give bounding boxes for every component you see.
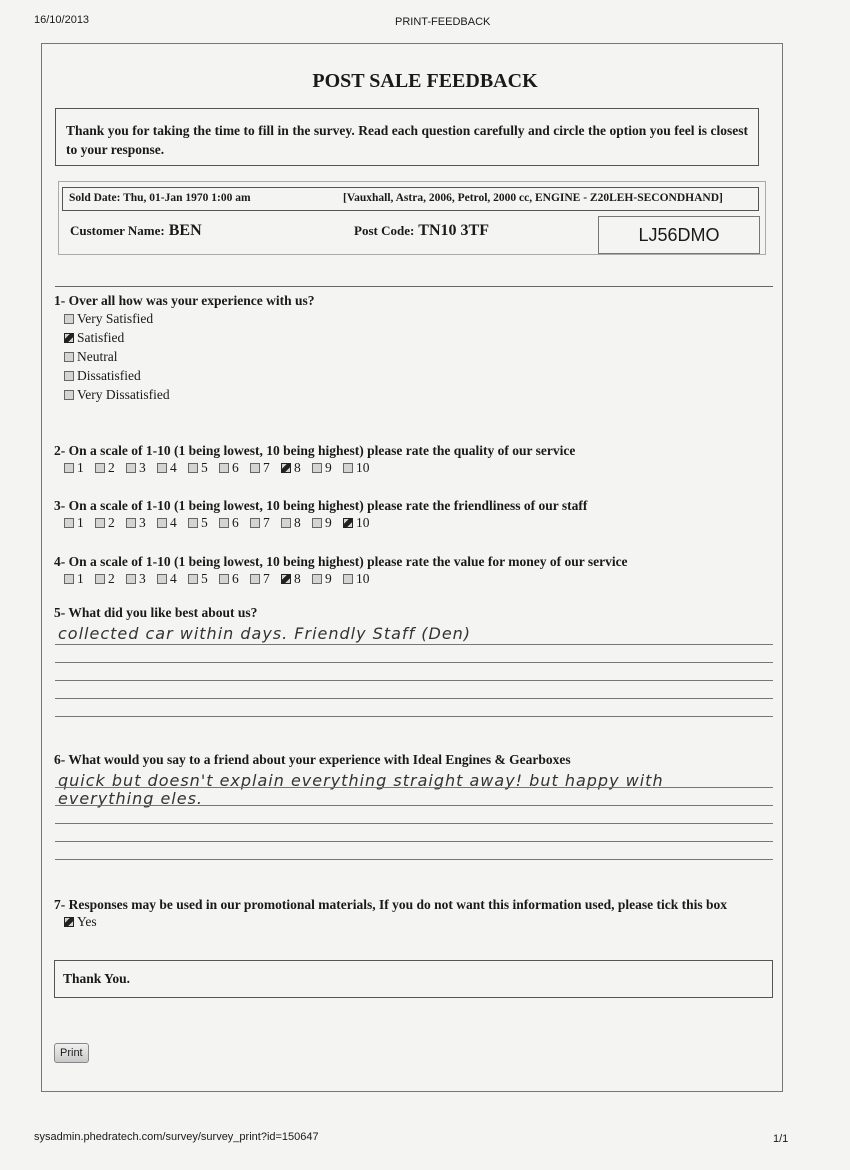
scale-label: 3 [139, 571, 146, 586]
checkbox[interactable] [250, 463, 260, 473]
checkbox[interactable] [343, 463, 353, 473]
checkbox[interactable] [64, 314, 74, 324]
print-date: 16/10/2013 [34, 14, 90, 26]
scale-option[interactable] [250, 571, 281, 587]
option-label: Very Satisfied [77, 311, 154, 326]
scale-label: 9 [325, 571, 332, 586]
vehicle-details: [Vauxhall, Astra, 2006, Petrol, 2000 cc, ENGINE - Z20LEH-SECONDHAND] [343, 192, 723, 204]
answer-5-text: collected car within days. Friendly Staff (Den) [58, 624, 472, 643]
customer-value: BEN [168, 222, 202, 239]
scale-label: 1 [77, 515, 84, 530]
customer-label: Customer Name: [70, 223, 165, 238]
scale-q2 [64, 460, 373, 476]
scale-label: 6 [232, 460, 239, 475]
checkbox[interactable] [188, 574, 198, 584]
checkbox[interactable] [219, 518, 229, 528]
scale-label: 3 [139, 460, 146, 475]
checkbox[interactable] [126, 463, 136, 473]
scale-label: 10 [356, 515, 370, 530]
checkbox[interactable] [157, 518, 167, 528]
scale-label: 5 [201, 460, 208, 475]
answer-line [55, 644, 773, 645]
footer-url: sysadmin.phedratech.com/survey/survey_print?id=150647 [34, 1131, 319, 1143]
checkbox[interactable] [343, 518, 353, 528]
scale-option[interactable] [157, 571, 188, 587]
checkbox[interactable] [64, 518, 74, 528]
option-label: Dissatisfied [77, 368, 141, 383]
option-label: Very Dissatisfied [77, 387, 170, 402]
scale-label: 7 [263, 515, 270, 530]
question-5: 5- What did you like best about us? [54, 605, 258, 620]
scale-option[interactable] [64, 571, 95, 587]
scale-label: 7 [263, 571, 270, 586]
checkbox[interactable] [281, 463, 291, 473]
scale-option[interactable] [188, 571, 219, 587]
answer-line [55, 805, 773, 806]
answer-line [55, 716, 773, 717]
scale-label: 8 [294, 515, 301, 530]
print-button[interactable]: Print [54, 1043, 89, 1063]
scale-label: 4 [170, 460, 177, 475]
scale-option[interactable] [281, 460, 312, 476]
scale-label: 7 [263, 460, 270, 475]
page-number: 1/1 [773, 1133, 789, 1145]
question-7: 7- Responses may be used in our promotional materials, If you do not want this information used, please tick this box [54, 897, 728, 912]
registration-box: LJ56DMO [598, 216, 760, 254]
scale-label: 1 [77, 460, 84, 475]
scale-label: 6 [232, 515, 239, 530]
scale-label: 10 [356, 571, 370, 586]
checkbox[interactable] [126, 574, 136, 584]
scale-option[interactable] [219, 515, 250, 531]
post-code [354, 222, 489, 240]
checkbox[interactable] [219, 463, 229, 473]
scale-label: 8 [294, 460, 301, 475]
checkbox[interactable] [64, 371, 74, 381]
checkbox[interactable] [95, 518, 105, 528]
checkbox[interactable] [64, 917, 74, 927]
sold-date: Sold Date: Thu, 01-Jan 1970 1:00 am [69, 192, 251, 204]
q1-option[interactable] [64, 349, 117, 365]
scale-label: 4 [170, 515, 177, 530]
answer-line [55, 841, 773, 842]
scale-label: 2 [108, 571, 115, 586]
scale-option[interactable] [343, 571, 373, 587]
answer-line [55, 787, 773, 788]
checkbox[interactable] [64, 333, 74, 343]
scale-option[interactable] [188, 515, 219, 531]
question-6: 6- What would you say to a friend about your experience with Ideal Engines & Gearboxes [54, 752, 571, 767]
checkbox[interactable] [95, 463, 105, 473]
checkbox[interactable] [188, 518, 198, 528]
question-4: 4- On a scale of 1-10 (1 being lowest, 10 being highest) please rate the value for money of our service [54, 554, 628, 569]
option-label: Satisfied [77, 330, 125, 345]
scale-label: 8 [294, 571, 301, 586]
scale-option[interactable] [157, 515, 188, 531]
scale-label: 1 [77, 571, 84, 586]
scale-label: 9 [325, 515, 332, 530]
scale-label: 6 [232, 571, 239, 586]
answer-line [55, 698, 773, 699]
scale-label: 3 [139, 515, 146, 530]
answer-line [55, 662, 773, 663]
checkbox[interactable] [64, 352, 74, 362]
scale-label: 2 [108, 460, 115, 475]
checkbox[interactable] [126, 518, 136, 528]
scale-option[interactable] [312, 460, 343, 476]
scale-option[interactable] [250, 515, 281, 531]
checkbox[interactable] [343, 574, 353, 584]
scale-q3 [64, 515, 373, 531]
thank-you-box: Thank You. [54, 960, 773, 998]
scale-option[interactable] [219, 460, 250, 476]
scale-option[interactable] [126, 515, 157, 531]
checkbox[interactable] [64, 463, 74, 473]
scale-label: 5 [201, 515, 208, 530]
customer-name [70, 222, 202, 240]
q1-option[interactable] [64, 311, 153, 327]
checkbox[interactable] [157, 463, 167, 473]
answer-line [55, 823, 773, 824]
scale-option[interactable] [95, 460, 126, 476]
checkbox[interactable] [312, 463, 322, 473]
q1-option[interactable] [64, 330, 124, 346]
answer-6-line1: quick but doesn't explain everything straight away! but happy with [58, 771, 664, 790]
checkbox[interactable] [250, 574, 260, 584]
q7-option-yes[interactable] [64, 914, 97, 930]
checkbox[interactable] [312, 574, 322, 584]
checkbox[interactable] [95, 574, 105, 584]
question-3: 3- On a scale of 1-10 (1 being lowest, 10 being highest) please rate the friendliness of our staff [54, 498, 588, 513]
option-label: Neutral [77, 349, 118, 364]
scale-option[interactable] [312, 571, 343, 587]
checkbox[interactable] [157, 574, 167, 584]
form-title: POST SALE FEEDBACK [312, 70, 538, 92]
scale-label: 5 [201, 571, 208, 586]
scale-option[interactable] [64, 515, 95, 531]
scale-option[interactable] [64, 460, 95, 476]
q1-option[interactable] [64, 368, 141, 384]
intro-text: Thank you for taking the time to fill in the survey. Read each question carefully and circle the option you feel is closest to your response. [55, 108, 759, 166]
divider [55, 286, 773, 287]
checkbox[interactable] [64, 390, 74, 400]
checkbox[interactable] [188, 463, 198, 473]
answer-line [55, 680, 773, 681]
postcode-value: TN10 3TF [418, 222, 489, 239]
scale-option[interactable] [219, 571, 250, 587]
scale-option[interactable] [281, 515, 312, 531]
q1-option[interactable] [64, 387, 170, 403]
checkbox[interactable] [219, 574, 229, 584]
answer-line [55, 859, 773, 860]
scale-label: 10 [356, 460, 370, 475]
scale-option[interactable] [95, 515, 126, 531]
checkbox[interactable] [281, 574, 291, 584]
checkbox[interactable] [64, 574, 74, 584]
print-header-title: PRINT-FEEDBACK [395, 16, 491, 28]
scale-option[interactable] [343, 460, 373, 476]
answer-6-line2: everything eles. [58, 789, 203, 808]
scale-label: 9 [325, 460, 332, 475]
checkbox[interactable] [250, 518, 260, 528]
scale-option[interactable] [157, 460, 188, 476]
sold-row [62, 187, 759, 211]
scale-option[interactable] [188, 460, 219, 476]
scale-label: 2 [108, 515, 115, 530]
scale-option[interactable] [281, 571, 312, 587]
scale-option[interactable] [126, 571, 157, 587]
scale-q4 [64, 571, 373, 587]
scale-option[interactable] [95, 571, 126, 587]
question-2: 2- On a scale of 1-10 (1 being lowest, 10 being highest) please rate the quality of our service [54, 443, 576, 458]
scale-option[interactable] [126, 460, 157, 476]
checkbox[interactable] [281, 518, 291, 528]
question-1: 1- Over all how was your experience with us? [54, 293, 315, 308]
postcode-label: Post Code: [354, 223, 415, 238]
scale-option[interactable] [312, 515, 343, 531]
scale-label: 4 [170, 571, 177, 586]
checkbox[interactable] [312, 518, 322, 528]
scale-option[interactable] [343, 515, 373, 531]
option-label: Yes [77, 914, 97, 929]
scale-option[interactable] [250, 460, 281, 476]
